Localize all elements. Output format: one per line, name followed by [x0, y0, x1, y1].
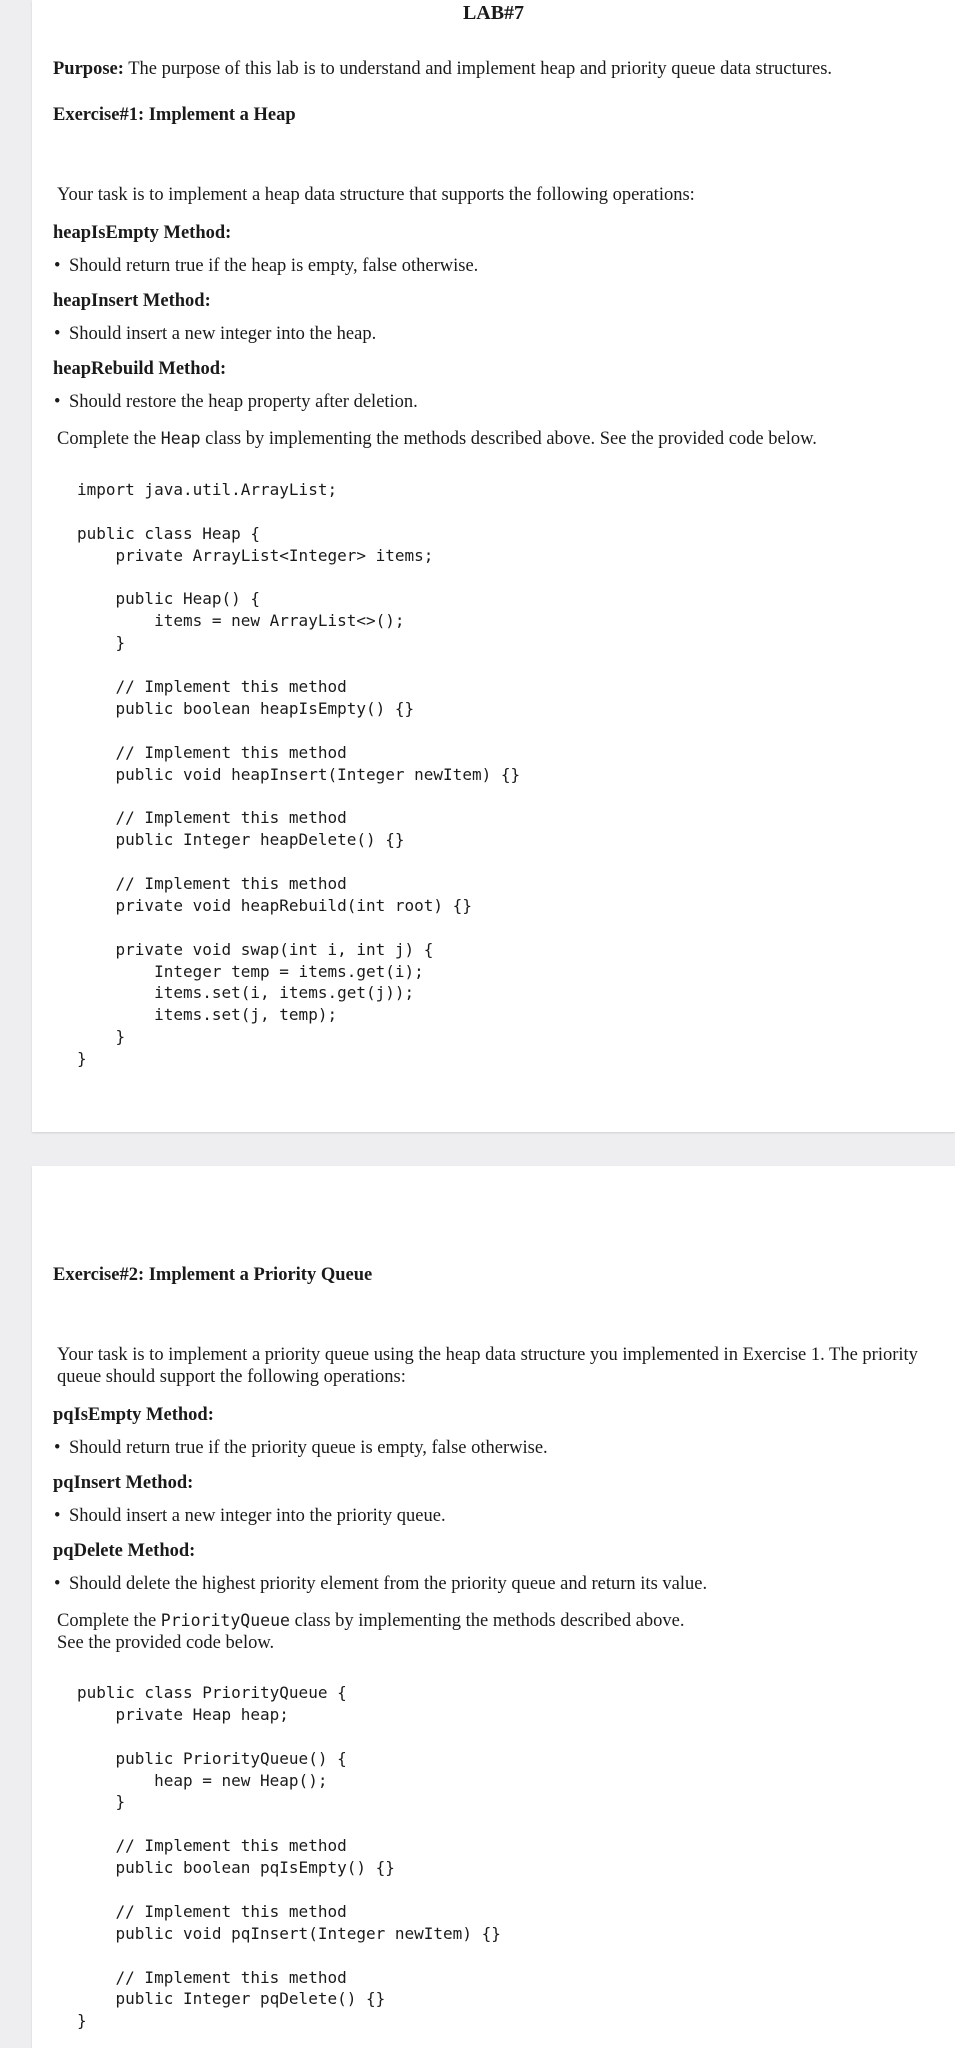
code-line: private Heap heap; — [77, 1704, 289, 1724]
heap-code-block — [77, 479, 520, 1070]
document-page-2 — [32, 1166, 955, 2048]
exercise2-instructions-line2: See the provided code below. — [57, 1633, 275, 1653]
lab-title: LAB#7 — [462, 2, 525, 24]
exercise1-instructions — [57, 428, 817, 450]
code-line — [77, 720, 520, 742]
purpose-text: The purpose of this lab is to understand and implement heap and priority queue data structures. — [123, 59, 833, 79]
code-line — [77, 1945, 501, 1967]
exercise2-intro: Your task is to implement a priority queue using the heap data structure you implemented in Exercise 1. The priority queue should support the following operations: — [57, 1345, 918, 1387]
exercise1-heading: Exercise#1: Implement a Heap — [53, 105, 296, 125]
code-line: } — [77, 2011, 87, 2031]
method-desc-pqInsert: • Should insert a new integer into the priority queue. — [54, 1505, 446, 1527]
document-page-1 — [32, 0, 955, 1132]
code-line: public void pqInsert(Integer newItem) {} — [77, 1923, 501, 1943]
method-heading-pqIsEmpty: pqIsEmpty Method: — [53, 1405, 214, 1425]
code-line: // Implement this method — [77, 1836, 347, 1856]
exercise2-instructions — [57, 1610, 685, 1632]
method-heading-heapRebuild: heapRebuild Method: — [53, 359, 227, 379]
code-line — [77, 785, 520, 807]
code-line: public Heap() { — [77, 589, 261, 609]
exercise1-intro: Your task is to implement a heap data structure that supports the following operations: — [57, 185, 695, 205]
method-heading-pqDelete: pqDelete Method: — [53, 1541, 196, 1561]
code-line — [77, 501, 520, 523]
code-line: } — [77, 633, 126, 653]
instructions-pre: Complete the — [57, 429, 161, 449]
code-line: public void heapInsert(Integer newItem) {} — [77, 764, 521, 784]
code-line: public class PriorityQueue { — [77, 1683, 347, 1702]
code-line: // Implement this method — [77, 1901, 347, 1921]
instructions-post: class by implementing the methods described above. See the provided code below. — [200, 429, 817, 449]
code-line: public Integer heapDelete() {} — [77, 830, 405, 850]
code-line: Integer temp = items.get(i); — [77, 961, 424, 981]
instructions-pre: Complete the — [57, 1611, 161, 1631]
code-line: // Implement this method — [77, 742, 347, 762]
code-line: items.set(i, items.get(j)); — [77, 983, 415, 1003]
code-line: import java.util.ArrayList; — [77, 480, 338, 499]
method-desc-pqIsEmpty: • Should return true if the priority queue is empty, false otherwise. — [54, 1437, 548, 1459]
method-desc-heapInsert: • Should insert a new integer into the heap. — [54, 323, 376, 345]
code-line: } — [77, 1049, 87, 1069]
instructions-post: class by implementing the methods described above. — [289, 1611, 685, 1631]
code-line: public boolean pqIsEmpty() {} — [77, 1858, 395, 1878]
code-line — [77, 1813, 501, 1835]
method-heading-heapInsert: heapInsert Method: — [53, 291, 211, 311]
code-line: // Implement this method — [77, 874, 347, 894]
code-line: heap = new Heap(); — [77, 1770, 328, 1790]
code-line: private ArrayList<Integer> items; — [77, 545, 434, 565]
code-line: public class Heap { — [77, 523, 261, 543]
instructions-class-name: PriorityQueue — [160, 1611, 290, 1630]
code-line — [77, 1879, 501, 1901]
code-line: items.set(j, temp); — [77, 1005, 338, 1025]
code-line: items = new ArrayList<>(); — [77, 611, 405, 631]
code-line: // Implement this method — [77, 808, 347, 828]
method-heading-heapIsEmpty: heapIsEmpty Method: — [53, 223, 232, 243]
code-line: private void swap(int i, int j) { — [77, 939, 434, 959]
method-desc-heapRebuild: • Should restore the heap property after deletion. — [54, 391, 418, 413]
purpose-paragraph — [53, 58, 832, 80]
code-line — [77, 917, 520, 939]
code-line: public boolean heapIsEmpty() {} — [77, 698, 415, 718]
instructions-class-name: Heap — [160, 429, 201, 448]
code-line — [77, 1726, 501, 1748]
code-line: private void heapRebuild(int root) {} — [77, 895, 472, 915]
code-line: } — [77, 1792, 126, 1812]
code-line — [77, 654, 520, 676]
priority-queue-code-block — [77, 1682, 501, 2032]
code-line: } — [77, 1027, 126, 1047]
code-line — [77, 851, 520, 873]
method-heading-pqInsert: pqInsert Method: — [53, 1473, 194, 1493]
code-line — [77, 567, 520, 589]
exercise2-heading: Exercise#2: Implement a Priority Queue — [53, 1265, 373, 1285]
code-line: public PriorityQueue() { — [77, 1748, 347, 1768]
purpose-label: Purpose: — [53, 59, 124, 79]
code-line: // Implement this method — [77, 677, 347, 697]
method-desc-pqDelete: • Should delete the highest priority element from the priority queue and return its value. — [54, 1573, 707, 1595]
code-line: // Implement this method — [77, 1967, 347, 1987]
code-line: public Integer pqDelete() {} — [77, 1989, 386, 2009]
method-desc-heapIsEmpty: • Should return true if the heap is empty, false otherwise. — [54, 255, 478, 277]
